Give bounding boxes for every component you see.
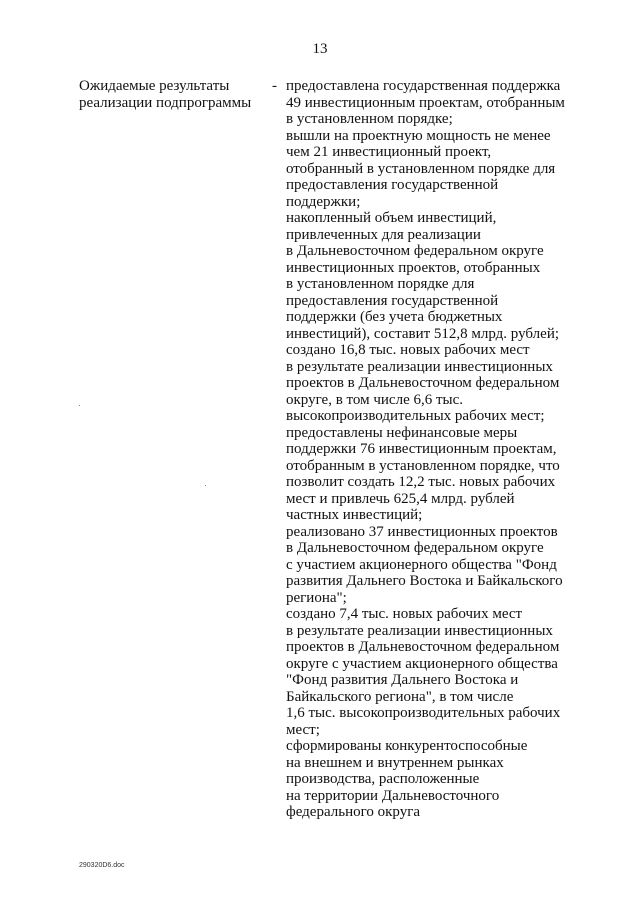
text-line: региона"; (286, 589, 347, 606)
text-line: поддержки 76 инвестиционным проектам, (286, 441, 557, 457)
text-line: мест; (286, 721, 320, 738)
text-line: сформированы конкурентоспособные (286, 738, 528, 754)
expected-results-text (286, 78, 626, 821)
text-line: проектов в Дальневосточном федеральном (286, 639, 560, 655)
text-line: в установленном порядке; (286, 111, 453, 127)
document-filename: 290320D6.doc (79, 862, 125, 869)
text-line: округе с участием акционерного общества (286, 655, 558, 672)
text-line: в Дальневосточном федеральном округе (286, 243, 544, 259)
text-line: развития Дальнего Востока и Байкальского (286, 573, 563, 589)
text-line: создано 16,8 тыс. новых рабочих мест (286, 342, 530, 358)
text-line: отобранным в установленном порядке, что (286, 457, 560, 474)
text-line: округе, в том числе 6,6 тыс. (286, 391, 464, 408)
text-line: на территории Дальневосточного (286, 787, 500, 804)
section-label-line: Ожидаемые результаты (79, 78, 230, 94)
text-line: предоставлены нефинансовые меры (286, 424, 518, 441)
text-line: мест и привлечь 625,4 млрд. рублей (286, 490, 515, 507)
text-line: инвестиционных проектов, отобранных (286, 259, 541, 276)
text-line: в Дальневосточном федеральном округе (286, 540, 544, 556)
text-line: привлеченных для реализации (286, 226, 481, 243)
text-line: производства, расположенные (286, 771, 480, 787)
text-line: с участием акционерного общества "Фонд (286, 556, 557, 573)
text-line: вышли на проектную мощность не менее (286, 127, 551, 144)
text-line: поддержки (без учета бюджетных (286, 309, 503, 325)
text-line: высокопроизводительных рабочих мест; (286, 408, 545, 424)
text-line: позволит создать 12,2 тыс. новых рабочих (286, 474, 556, 490)
text-line: в результате реализации инвестиционных (286, 358, 553, 375)
text-line: отобранный в установленном порядке для (286, 160, 556, 177)
text-line: 1,6 тыс. высокопроизводительных рабочих (286, 705, 561, 721)
page-number: 13 (312, 41, 328, 57)
text-line: федерального округа (286, 804, 421, 820)
text-line: Байкальского региона", в том числе (286, 688, 514, 705)
text-line: проектов в Дальневосточном федеральном (286, 375, 560, 391)
text-line: чем 21 инвестиционный проект, (286, 144, 492, 160)
separator-dash: - (272, 78, 277, 94)
text-line: 49 инвестиционным проектам, отобранным (286, 94, 565, 111)
text-line: в результате реализации инвестиционных (286, 622, 553, 639)
text-line: инвестиций), составит 512,8 млрд. рублей; (286, 325, 560, 342)
text-line: частных инвестиций; (286, 507, 423, 523)
scan-speck (205, 485, 206, 486)
text-line: предоставления государственной (286, 177, 499, 193)
scan-speck (79, 405, 80, 406)
section-label (79, 78, 264, 111)
section-label-line: реализации подпрограммы (79, 94, 252, 111)
text-line: создано 7,4 тыс. новых рабочих мест (286, 606, 523, 622)
text-line: в установленном порядке для (286, 276, 475, 292)
text-line: накопленный объем инвестиций, (286, 210, 497, 226)
text-line: "Фонд развития Дальнего Востока и (286, 672, 519, 688)
text-line: поддержки; (286, 193, 361, 210)
text-line: реализовано 37 инвестиционных проектов (286, 523, 558, 540)
text-line: предоставления государственной (286, 292, 499, 309)
text-line: предоставлена государственная поддержка (286, 78, 561, 94)
text-line: на внешнем и внутреннем рынках (286, 754, 504, 771)
